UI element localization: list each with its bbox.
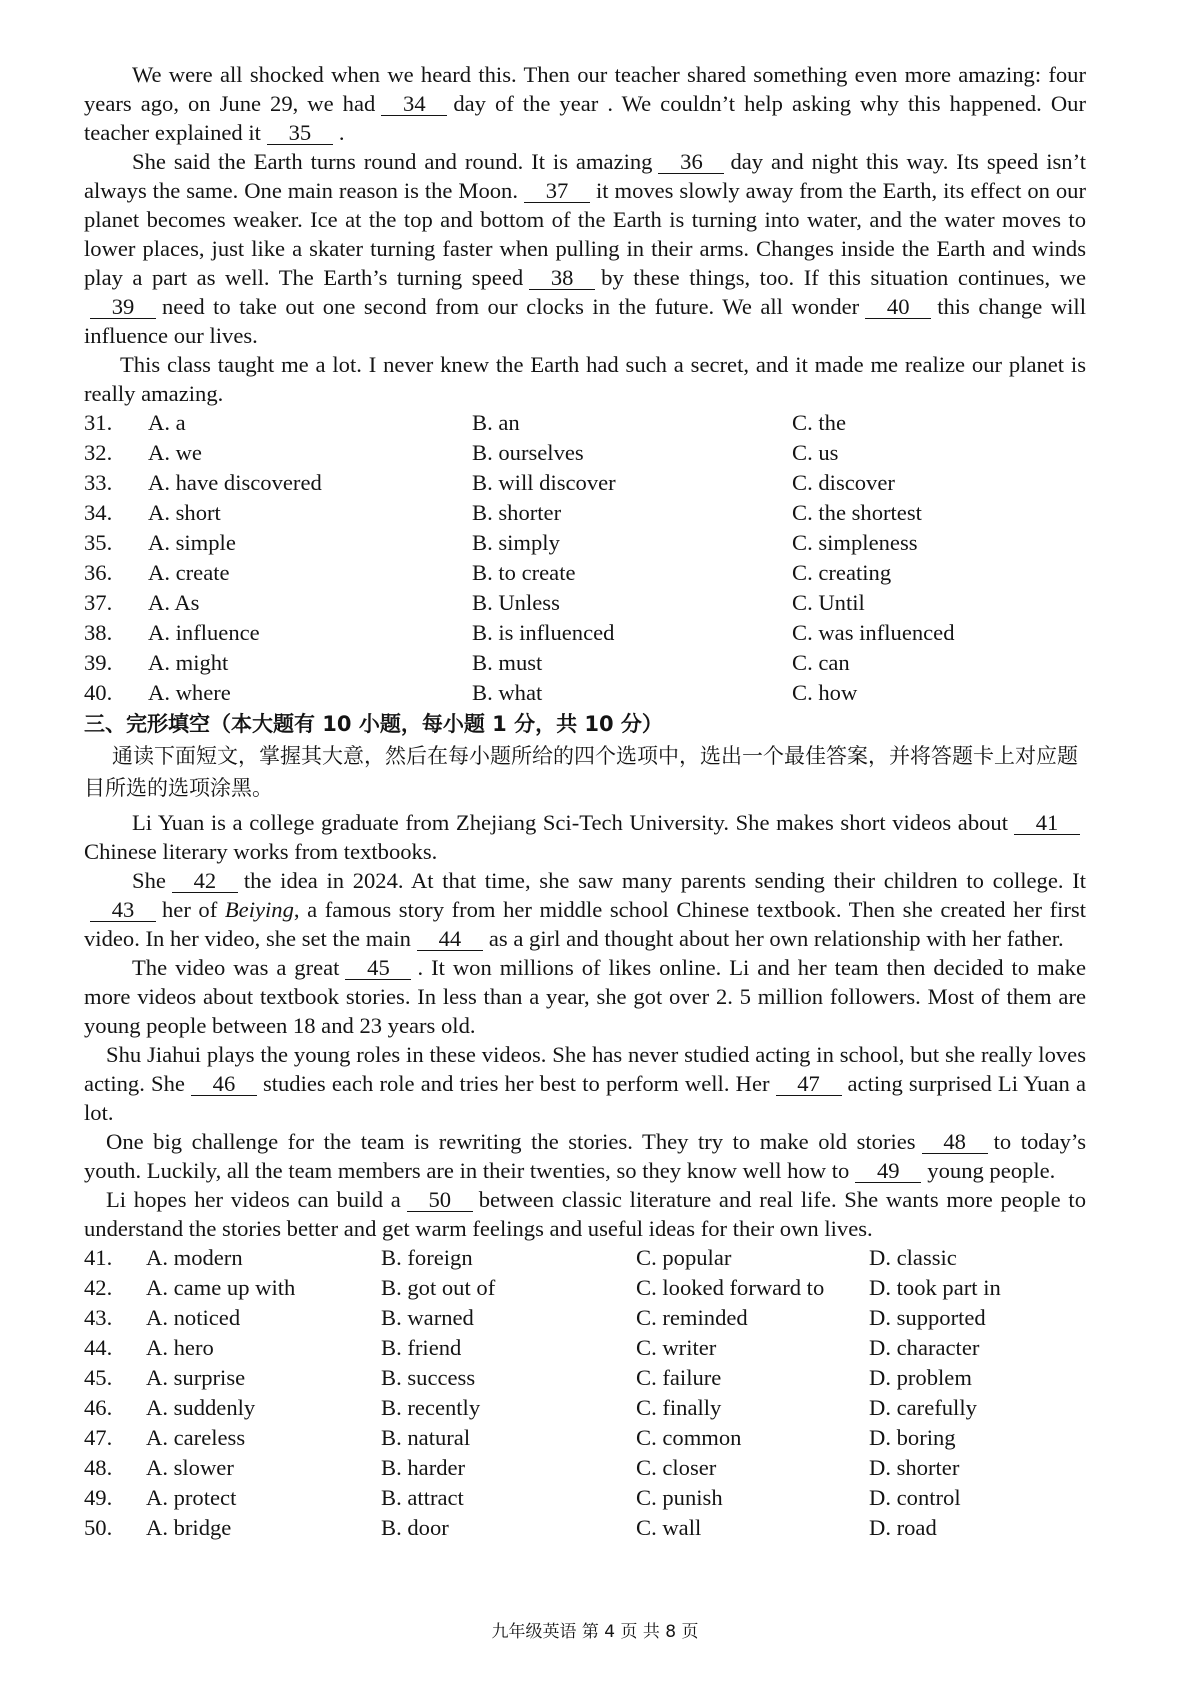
text: her of [162,897,218,922]
text: Chinese literary works from textbooks. [84,839,438,864]
question-number: 32. [84,440,113,465]
option-a: A. suddenly [146,1395,256,1420]
option-row-39 [84,648,1086,678]
option-a: A. careless [146,1425,246,1450]
blank-34: 34 [381,93,447,116]
question-number: 50. [84,1515,113,1540]
option-c: C. simpleness [792,530,918,555]
option-row-43 [84,1303,1086,1333]
question-number: 33. [84,470,113,495]
passage1-paragraph-2 [84,147,1086,350]
text: as a girl and thought about her own relationship with her father. [488,926,1064,951]
option-row-37 [84,588,1086,618]
option-a: A. bridge [146,1515,232,1540]
text: , a famous story from her middle school Chinese textbook. Then she created her first video. In her video, she set the main [84,897,1086,951]
passage2-paragraph-2 [84,866,1086,953]
option-a: A. simple [148,530,236,555]
question-number: 31. [84,410,113,435]
option-row-49 [84,1483,1086,1513]
section-heading: 三、完形填空（本大题有 10 小题，每小题 1 分，共 10 分） [84,712,663,736]
text: to today’s youth. Luckily, all the team members are in their twenties, so they know well how to [84,1129,1086,1183]
option-c: C. the shortest [792,500,922,525]
option-b: B. to create [472,560,576,585]
options-41-50 [84,1243,1086,1543]
option-b: B. shorter [472,500,562,525]
blank-50: 50 [407,1189,473,1212]
option-c: C. finally [636,1395,722,1420]
question-number: 46. [84,1395,113,1420]
question-number: 38. [84,620,113,645]
question-number: 49. [84,1485,113,1510]
option-b: B. simply [472,530,560,555]
option-c: C. looked forward to [636,1275,825,1300]
option-d: D. boring [869,1425,956,1450]
question-number: 44. [84,1335,113,1360]
option-c: C. how [792,680,858,705]
option-row-41 [84,1243,1086,1273]
option-a: A. influence [148,620,260,645]
blank-43: 43 [90,899,156,922]
blank-38: 38 [529,267,595,290]
story-title: Beiying [224,897,294,922]
option-b: B. natural [381,1425,471,1450]
blank-40: 40 [865,296,931,319]
blank-35: 35 [267,122,333,145]
option-a: A. came up with [146,1275,296,1300]
option-d: D. carefully [869,1395,977,1420]
option-a: A. noticed [146,1305,241,1330]
blank-45: 45 [345,957,411,980]
text: We were all shocked when we heard this. Then our teacher shared something even more amazing: four years ago, on June 29, we had [84,62,1086,116]
text: young people. [927,1158,1056,1183]
option-a: A. might [148,650,229,675]
passage2-paragraph-3 [84,953,1086,1040]
option-d: D. control [869,1485,961,1510]
option-row-47 [84,1423,1086,1453]
option-b: B. recently [381,1395,481,1420]
option-row-36 [84,558,1086,588]
option-a: A. a [148,410,186,435]
option-c: C. discover [792,470,895,495]
option-c: C. closer [636,1455,717,1480]
option-d: D. problem [869,1365,972,1390]
option-b: B. foreign [381,1245,473,1270]
question-number: 45. [84,1365,113,1390]
option-row-32 [84,438,1086,468]
option-b: B. warned [381,1305,474,1330]
option-row-33 [84,468,1086,498]
option-c: C. was influenced [792,620,955,645]
question-number: 47. [84,1425,113,1450]
blank-48: 48 [922,1131,988,1154]
blank-36: 36 [658,151,724,174]
option-row-38 [84,618,1086,648]
question-number: 39. [84,650,113,675]
passage1-paragraph-3: This class taught me a lot. I never knew the Earth had such a secret, and it made me realize our planet is really amazing. [84,352,1086,406]
option-row-50 [84,1513,1086,1543]
option-b: B. friend [381,1335,462,1360]
option-c: C. reminded [636,1305,748,1330]
blank-39: 39 [90,296,156,319]
option-c: C. the [792,410,846,435]
option-b: B. will discover [472,470,616,495]
text: day of the year . We couldn’t help asking why this happened. Our teacher explained it [84,91,1086,145]
option-a: A. we [148,440,202,465]
question-number: 41. [84,1245,113,1270]
passage2-paragraph-5 [84,1127,1086,1185]
option-b: B. ourselves [472,440,584,465]
question-number: 36. [84,560,113,585]
question-number: 35. [84,530,113,555]
option-b: B. got out of [381,1275,496,1300]
option-a: A. protect [146,1485,237,1510]
text: . It won millions of likes online. Li and her team then decided to make more videos about textbook stories. In less than a year, she got over 2. 5 million followers. Most of them are young people between 18 and 23 years old. [84,955,1086,1038]
passage2-paragraph-4 [84,1040,1086,1127]
option-b: B. Unless [472,590,560,615]
blank-47: 47 [776,1073,842,1096]
option-c: C. creating [792,560,892,585]
option-a: A. short [148,500,221,525]
text: One big challenge for the team is rewriting the stories. They try to make old stories [106,1129,916,1154]
option-row-35 [84,528,1086,558]
text: day and night this way. Its speed isn’t always the same. One main reason is the Moon. [84,149,1086,203]
text: need to take out one second from our clocks in the future. We all wonder [162,294,860,319]
text: it moves slowly away from the Earth, its effect on our planet becomes weaker. Ice at the top and bottom of the Earth is turning into water, and the water moves to lower places, just like a skater turning faster when pulling in their arms. Changes inside the Earth and winds play a part as well. The Earth’s turning speed [84,178,1086,290]
option-a: A. As [148,590,200,615]
text: by these things, too. If this situation continues, we [601,265,1086,290]
text: Shu Jiahui plays the young roles in these videos. She has never studied acting in school, but she really loves acting. She [84,1042,1086,1096]
option-b: B. attract [381,1485,464,1510]
text: . [338,120,345,145]
options-31-40 [84,408,1086,708]
option-row-45 [84,1363,1086,1393]
option-row-42 [84,1273,1086,1303]
option-b: B. is influenced [472,620,615,645]
option-d: D. character [869,1335,980,1360]
question-number: 48. [84,1455,113,1480]
option-d: D. supported [869,1305,986,1330]
option-c: C. popular [636,1245,732,1270]
option-row-40 [84,678,1086,708]
option-row-31 [84,408,1086,438]
option-b: B. must [472,650,543,675]
question-number: 34. [84,500,113,525]
option-c: C. can [792,650,850,675]
option-c: C. wall [636,1515,702,1540]
text: acting surprised Li Yuan a lot. [84,1071,1086,1125]
text: She [132,868,166,893]
option-c: C. punish [636,1485,723,1510]
option-a: A. have discovered [148,470,322,495]
option-a: A. slower [146,1455,234,1480]
passage1-paragraph-1 [84,60,1086,147]
option-a: A. modern [146,1245,243,1270]
text: this change will influence our lives. [84,294,1086,348]
option-b: B. door [381,1515,449,1540]
option-c: C. writer [636,1335,717,1360]
text: Li Yuan is a college graduate from Zhejiang Sci-Tech University. She makes short videos about [132,810,1008,835]
blank-42: 42 [172,870,238,893]
option-row-46 [84,1393,1086,1423]
option-c: C. us [792,440,839,465]
text: The video was a great [132,955,340,980]
blank-41: 41 [1014,812,1080,835]
page-footer: 九年级英语 第 4 页 共 8 页 [491,1622,699,1642]
section-instruction: 通读下面短文，掌握其大意，然后在每小题所给的四个选项中，选出一个最佳答案，并将答题卡上对应题目所选的选项涂黑。 [84,744,1078,800]
text: the idea in 2024. At that time, she saw many parents sending their children to college. It [243,868,1086,893]
blank-37: 37 [524,180,590,203]
option-d: D. took part in [869,1275,1001,1300]
option-b: B. success [381,1365,476,1390]
option-c: C. common [636,1425,742,1450]
option-row-44 [84,1333,1086,1363]
question-number: 40. [84,680,113,705]
option-c: C. Until [792,590,865,615]
question-number: 42. [84,1275,113,1300]
text: She said the Earth turns round and round. It is amazing [132,149,653,174]
option-a: A. create [148,560,230,585]
blank-49: 49 [855,1160,921,1183]
option-b: B. an [472,410,520,435]
text: Li hopes her videos can build a [106,1187,401,1212]
passage2-paragraph-1 [84,808,1086,866]
question-number: 37. [84,590,113,615]
blank-46: 46 [191,1073,257,1096]
question-number: 43. [84,1305,113,1330]
text: between classic literature and real life. She wants more people to understand the stories better and get warm feelings and useful ideas for their own lives. [84,1187,1086,1241]
option-d: D. shorter [869,1455,960,1480]
blank-44: 44 [417,928,483,951]
option-a: A. where [148,680,231,705]
option-a: A. surprise [146,1365,246,1390]
option-row-34 [84,498,1086,528]
option-row-48 [84,1453,1086,1483]
option-d: D. road [869,1515,937,1540]
option-d: D. classic [869,1245,957,1270]
option-b: B. what [472,680,543,705]
option-a: A. hero [146,1335,214,1360]
option-b: B. harder [381,1455,466,1480]
option-c: C. failure [636,1365,722,1390]
passage2-paragraph-6 [84,1185,1086,1243]
text: studies each role and tries her best to perform well. Her [262,1071,770,1096]
